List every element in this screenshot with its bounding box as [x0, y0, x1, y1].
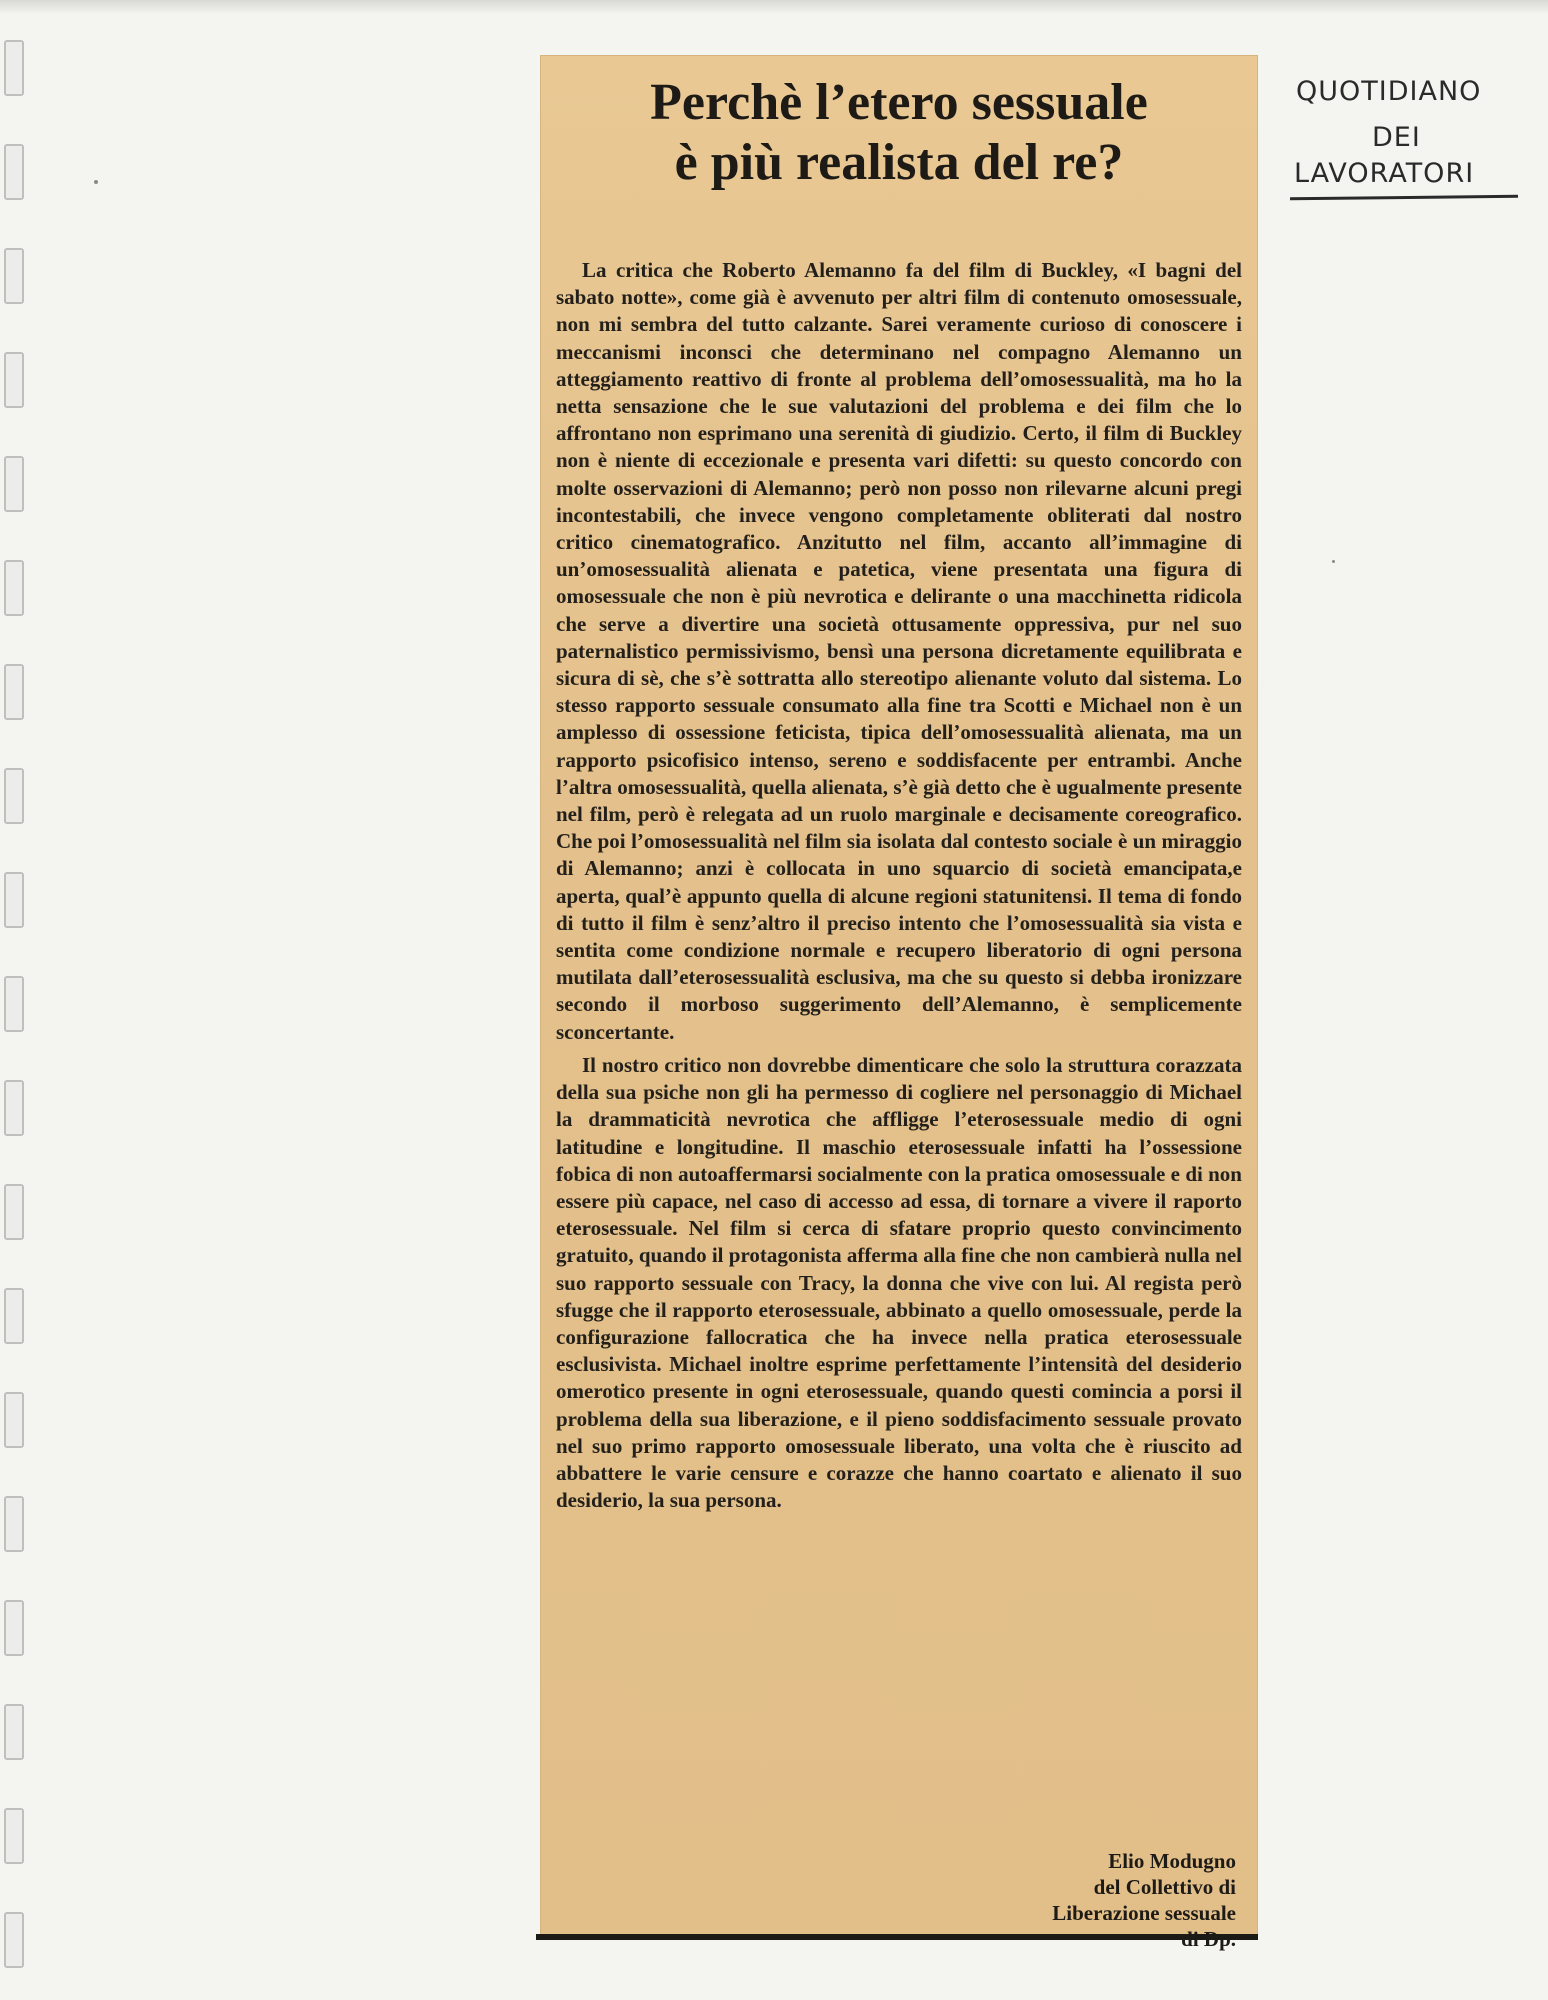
handnote-underline	[1290, 195, 1518, 200]
binder-hole	[4, 456, 24, 512]
binder-hole	[4, 1184, 24, 1240]
binder-holes	[4, 40, 30, 1980]
binder-hole	[4, 1600, 24, 1656]
signature-line-2: del Collettivo di	[1093, 1875, 1236, 1899]
signature-line-1: Elio Modugno	[1108, 1849, 1236, 1873]
page-top-edge	[0, 0, 1548, 14]
handnote-line-1: QUOTIDIANO	[1296, 76, 1482, 107]
newspaper-clipping	[540, 55, 1258, 1935]
article-paragraph-2: Il nostro critico non dovrebbe dimenticare che solo la struttura corazzata della sua psiche non gli ha permesso di cogliere nel personaggio di Michael la drammaticità nevrotica che affligge l’eterosessuale medio di ogni latitudine e longitudine. Il maschio eterosessuale infatti ha l’ossessione fobica di non autoaffermarsi socialmente con la pratica omosessuale e di non essere più capace, nel caso di accesso ad essa, di tornare a vivere il raporto eterosessuale. Nel film si cerca di sfatare proprio questo convincimento gratuito, quando il protagonista afferma alla fine che non cambierà nulla nel suo rapporto sessuale con Tracy, la donna che vive con lui. Al regista però sfugge che il rapporto eterosessuale, abbinato a quello omosessuale, perde la configurazione fallocratica che ha invece nella pratica eterosessuale esclusivista. Michael inoltre esprime perfettamente l’intensità del desiderio omerotico presente in ogni eterosessuale, quando questi comincia a porsi il problema della sua liberazione, e il pieno soddisfacimento sessuale provato nel suo primo rapporto omosessuale liberato, una volta che è riuscito ad abbattere le varie censure e corazze che hanno coartato e alienato il suo desiderio, la sua persona.	[556, 1052, 1242, 1513]
headline-line-1: Perchè l’etero sessuale	[650, 74, 1148, 131]
binder-hole	[4, 768, 24, 824]
signature-line-3: Liberazione sessuale	[1052, 1901, 1236, 1925]
binder-hole	[4, 248, 24, 304]
binder-hole	[4, 1392, 24, 1448]
binder-hole	[4, 872, 24, 928]
binder-hole	[4, 1808, 24, 1864]
binder-hole	[4, 664, 24, 720]
dust-speck	[1332, 560, 1335, 563]
binder-hole	[4, 560, 24, 616]
binder-hole	[4, 40, 24, 96]
article-headline	[540, 73, 1258, 193]
binder-hole	[4, 1080, 24, 1136]
binder-hole	[4, 1496, 24, 1552]
handnote-line-3: LAVORATORI	[1294, 158, 1475, 189]
binder-hole	[4, 352, 24, 408]
binder-hole	[4, 1288, 24, 1344]
dust-speck	[94, 180, 98, 184]
binder-hole	[4, 1912, 24, 1968]
article-paragraph-1: La critica che Roberto Alemanno fa del film di Buckley, «I bagni del sabato notte», come già è avvenuto per altri film di contenuto omosessuale, non mi sembra del tutto calzante. Sarei veramente curioso di conoscere i meccanismi inconsci che determinano nel compagno Alemanno un atteggiamento reattivo di fronte al problema dell’omosessualità, ma ho la netta sensazione che le sue valutazioni del problema e dei film che lo affrontano non esprimano una serenità di giudizio. Certo, il film di Buckley non è niente di eccezionale e presenta vari difetti: su questo concordo con molte osservazioni di Alemanno; però non posso non rilevarne alcuni pregi incontestabili, che invece vengono completamente obliterati dal nostro critico cinematografico. Anzitutto nel film, accanto all’immagine di un’omosessualità alienata e patetica, viene presentata una figura di omosessuale che non è più nevrotica e delirante o una macchinetta ridicola che serve a divertire una società ottusamente oppressiva, pur nel suo paternalistico permissivismo, bensì una persona dicretamente equilibrata e sicura di sè, che s’è sottratta allo stereotipo alienante voluto dal sistema. Lo stesso rapporto sessuale consumato alla fine tra Scotti e Michael non è un amplesso di ossessione feticista, tipica dell’omosessualità alienata, ma un rapporto psicofisico intenso, sereno e soddisfacente per entrambi. Anche l’altra omosessualità, quella alienata, s’è già detto che è ugualmente presente nel film, però è relegata ad un ruolo marginale e decisamente coreografico. Che poi l’omosessualità nel film sia isolata dal contesto sociale è un miraggio di Alemanno; anzi è collocata in uno squarcio di società emancipata,e aperta, qual’è appunto quella di alcune regioni statunitensi. Il tema di fondo di tutto il film è senz’altro il preciso intento che l’omosessualità sia vista e sentita come condizione normale e recupero liberatorio di ogni persona mutilata dall’eterosessualità esclusiva, ma che su questo si debba ironizzare secondo il morboso suggerimento dell’Alemanno, è semplicemente sconcertante.	[556, 258, 1242, 1044]
handnote-line-2: DEI	[1372, 122, 1421, 153]
binder-hole	[4, 144, 24, 200]
clipping-bottom-rule	[536, 1934, 1258, 1940]
headline-line-2: è più realista del re?	[674, 134, 1124, 191]
article-body	[556, 257, 1242, 1514]
binder-hole	[4, 976, 24, 1032]
binder-hole	[4, 1704, 24, 1760]
